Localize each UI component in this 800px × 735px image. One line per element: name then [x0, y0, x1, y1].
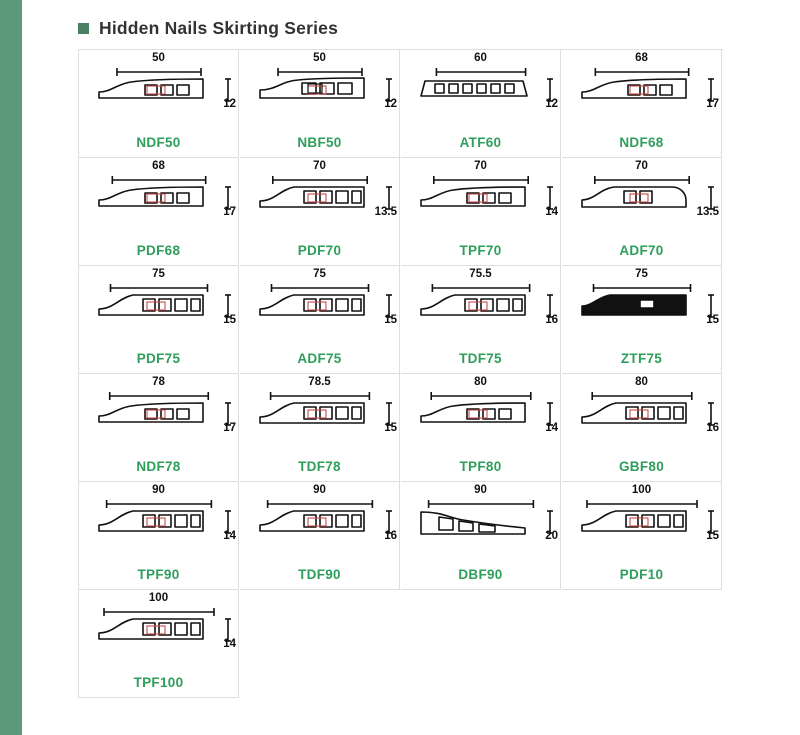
width-dimension: 80	[635, 376, 648, 388]
product-cell[interactable]	[401, 158, 561, 266]
product-cell[interactable]	[240, 266, 400, 374]
height-dimension: 17	[223, 422, 236, 434]
height-dimension: 14	[545, 206, 558, 218]
title-marker-icon	[78, 23, 89, 34]
product-cell[interactable]	[562, 158, 722, 266]
product-cell[interactable]	[79, 158, 239, 266]
width-dimension: 100	[631, 484, 652, 496]
product-code: TDF75	[459, 351, 502, 366]
product-code: ADF75	[297, 351, 342, 366]
height-dimension: 13.5	[696, 206, 719, 218]
catalog-page	[22, 0, 800, 735]
width-dimension: 68	[635, 52, 648, 64]
grid-filler	[401, 590, 561, 698]
product-code: PDF75	[136, 351, 181, 366]
page-title-row	[22, 0, 800, 49]
width-dimension: 75	[313, 268, 326, 280]
product-code: NBF50	[297, 135, 342, 150]
height-dimension: 13.5	[374, 206, 397, 218]
page-title: Hidden Nails Skirting Series	[99, 18, 339, 38]
product-code: NDF50	[136, 135, 181, 150]
product-cell[interactable]	[240, 50, 400, 158]
product-cell[interactable]	[79, 266, 239, 374]
product-cell[interactable]	[401, 266, 561, 374]
height-dimension: 14	[223, 530, 236, 542]
product-code: TDF90	[298, 567, 341, 582]
product-cell[interactable]	[79, 50, 239, 158]
width-dimension: 78	[152, 376, 165, 388]
height-dimension: 12	[545, 98, 558, 110]
width-dimension: 75	[152, 268, 165, 280]
width-dimension: 90	[474, 484, 487, 496]
height-dimension: 14	[545, 422, 558, 434]
left-accent-bar	[0, 0, 22, 735]
width-dimension: 90	[152, 484, 165, 496]
grid-filler	[562, 590, 722, 698]
product-code: DBF90	[458, 567, 503, 582]
height-dimension: 17	[223, 206, 236, 218]
product-cell[interactable]	[240, 158, 400, 266]
width-dimension: 78.5	[308, 376, 331, 388]
height-dimension: 14	[223, 638, 236, 650]
grid-filler	[240, 590, 400, 698]
width-dimension: 75.5	[469, 268, 492, 280]
product-code: TDF78	[298, 459, 341, 474]
height-dimension: 20	[545, 530, 558, 542]
height-dimension: 15	[706, 314, 719, 326]
width-dimension: 60	[474, 52, 487, 64]
height-dimension: 15	[384, 422, 397, 434]
height-dimension: 15	[706, 530, 719, 542]
width-dimension: 75	[635, 268, 648, 280]
height-dimension: 12	[384, 98, 397, 110]
product-code: PDF68	[136, 243, 181, 258]
product-code: TPF80	[459, 459, 502, 474]
product-cell[interactable]	[401, 482, 561, 590]
width-dimension: 68	[152, 160, 165, 172]
height-dimension: 16	[545, 314, 558, 326]
width-dimension: 70	[474, 160, 487, 172]
product-code: NDF78	[136, 459, 181, 474]
product-grid	[78, 49, 723, 698]
height-dimension: 15	[223, 314, 236, 326]
width-dimension: 90	[313, 484, 326, 496]
product-code: GBF80	[618, 459, 664, 474]
product-cell[interactable]	[562, 482, 722, 590]
height-dimension: 17	[706, 98, 719, 110]
product-cell[interactable]	[79, 482, 239, 590]
product-cell[interactable]	[562, 50, 722, 158]
product-cell[interactable]	[562, 266, 722, 374]
product-cell[interactable]	[240, 374, 400, 482]
product-code: TPF90	[137, 567, 180, 582]
height-dimension: 16	[384, 530, 397, 542]
product-code: ZTF75	[620, 351, 663, 366]
product-code: ATF60	[459, 135, 502, 150]
product-cell[interactable]	[79, 374, 239, 482]
width-dimension: 80	[474, 376, 487, 388]
product-code: TPF100	[133, 675, 184, 690]
product-cell[interactable]	[240, 482, 400, 590]
height-dimension: 16	[706, 422, 719, 434]
product-code: NDF68	[619, 135, 664, 150]
width-dimension: 70	[313, 160, 326, 172]
product-code: PDF10	[619, 567, 664, 582]
product-code: ADF70	[619, 243, 664, 258]
height-dimension: 12	[223, 98, 236, 110]
width-dimension: 70	[635, 160, 648, 172]
product-cell[interactable]	[79, 590, 239, 698]
height-dimension: 15	[384, 314, 397, 326]
product-cell[interactable]	[401, 50, 561, 158]
product-cell[interactable]	[401, 374, 561, 482]
product-code: PDF70	[297, 243, 342, 258]
product-code: TPF70	[459, 243, 502, 258]
width-dimension: 100	[148, 592, 169, 604]
width-dimension: 50	[313, 52, 326, 64]
width-dimension: 50	[152, 52, 165, 64]
product-cell[interactable]	[562, 374, 722, 482]
